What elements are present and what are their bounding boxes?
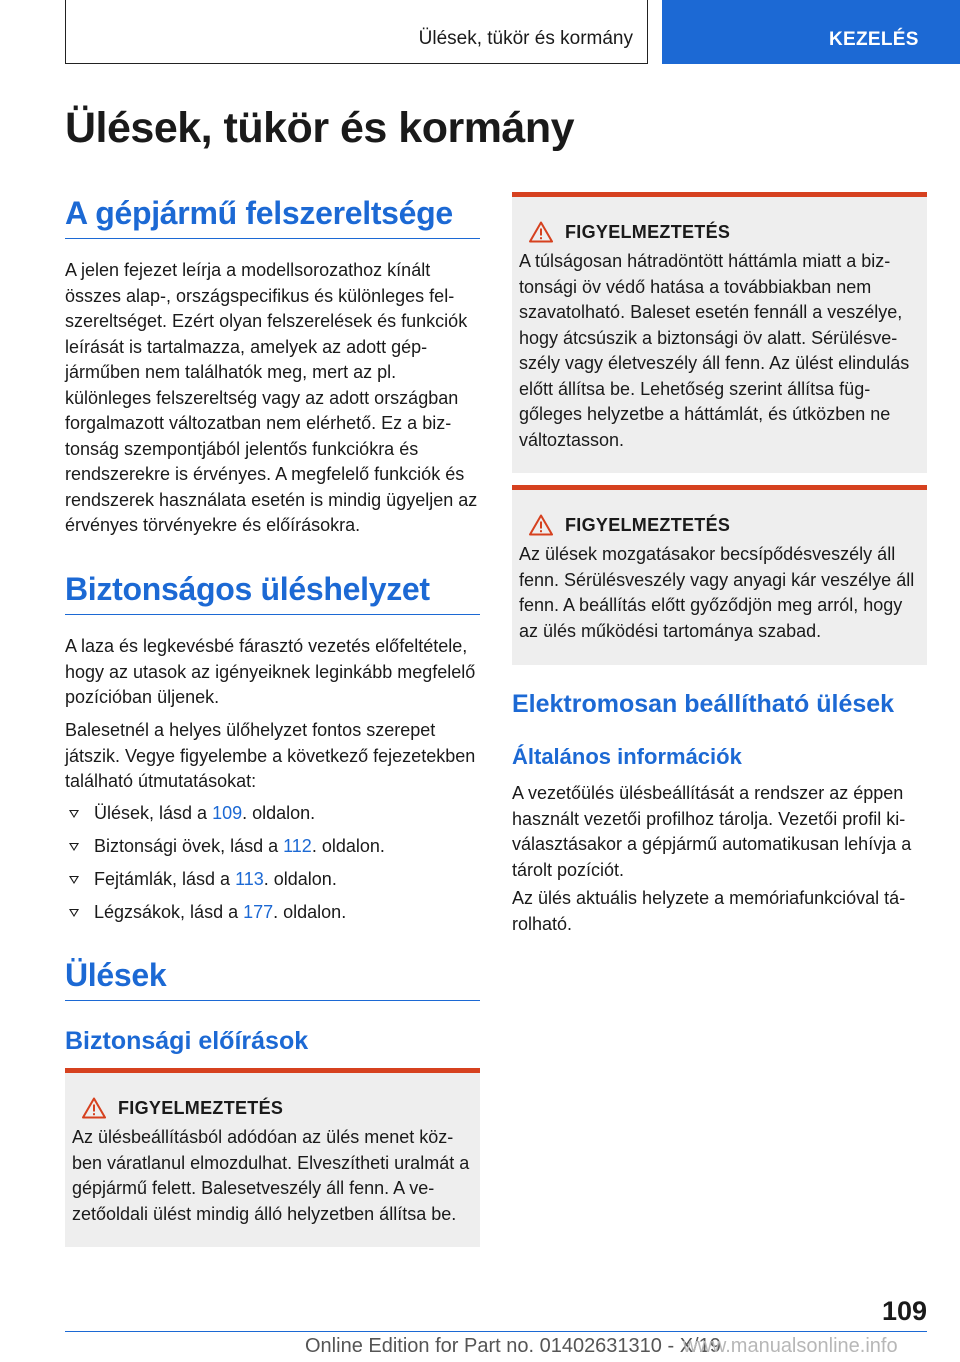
header-section-box (65, 0, 648, 64)
warning-text: A túlságosan hátradöntött háttámla miatt a biztonsági öv védő hatása a továbbiakban nem szavatolható. Baleset esetén fennáll a veszélye, hogy átcsúszik a biztonsági öv alatt. Sérülésveszély vagy életveszély áll fenn. Az ülést elindulás előtt állítsa be. Lehetőség szerint állítsa függőleges helyzetbe a háttámlát, és útközben ne változtasson. (519, 251, 910, 450)
ref-text: Biztonsági övek, lásd a (94, 836, 284, 856)
warning-box-1 (65, 1068, 480, 1247)
warning-text: Az ülésbeállításból adódóan az ülés menet közben váratlanul elmozdulhat. Elveszítheti uralmát a gépjármű felett. Balesetveszély áll fenn. A vezetőoldali ülést mindig álló helyzetben állítsa be. (72, 1127, 470, 1224)
list-item (65, 801, 480, 834)
warning-box-2 (512, 192, 927, 473)
ref-suffix: . oldalon. (242, 803, 316, 823)
bullet-triangle-icon (69, 876, 79, 884)
page-link[interactable]: 177 (243, 902, 274, 922)
warning-header (519, 512, 919, 542)
warning-triangle-icon (529, 221, 553, 243)
ref-text: Ülések, lásd a (94, 803, 213, 823)
ref-text: Légzsákok, lásd a (94, 902, 244, 922)
warning-header (72, 1095, 472, 1125)
list-item (65, 900, 480, 933)
warning-triangle-icon (529, 514, 553, 536)
header-tab-kezeles[interactable] (662, 0, 960, 64)
warning-box-3 (512, 485, 927, 665)
footer-edition: Online Edition for Part no. 01402631310 - X/19 (305, 1335, 721, 1357)
ref-suffix: . oldalon. (273, 902, 347, 922)
section-heading-uleshelyzet: Biztonságos üléshelyzet (65, 571, 480, 615)
paragraph-uleshelyzet-1: A laza és legkevésbé fárasztó vezetés előfeltétele, hogy az utasok az igényeiknek leginkább megfelelő pozícióban üljenek. (65, 636, 476, 707)
bullet-triangle-icon (69, 909, 79, 917)
warning-text: Az ülések mozgatásakor becsípődésveszély áll fenn. Sérülésveszély vagy anyagi kár veszélye áll fenn. A beállítás előtt győződjön meg arról, hogy az ülés működési tartománya szabad. (519, 544, 915, 641)
ref-suffix: . oldalon. (263, 869, 337, 889)
warning-title: FIGYELMEZTETÉS (565, 222, 731, 242)
section-heading-ulesek: Ülések (65, 957, 480, 1001)
list-item (65, 867, 480, 900)
page-number: 109 (881, 1296, 927, 1326)
section-text-felszereltseg: A jelen fejezet leírja a modellsorozathoz kínált összes alap-, országspecifikus és különleges felszereltséget. Ezért olyan felszerelések és funkciók leírását is tartalmazza, amelyek az adott gépjárműben nem találhatók meg, mert az pl. különleges felszereltség vagy az adott országban forgalmazott változatban nem elérhető. Ez a biztonság szempontjából jelentős funkciókra és rendszerekre is érvényes. A megfelelő funkciók és rendszerek használata esetén is mindig ügyeljen az érvényes törvényekre és előírásokra. (65, 260, 478, 535)
paragraph-uleshelyzet-2: Balesetnél a helyes ülőhelyzet fontos szerepet játszik. Vegye figyelembe a következő fejezetekben található útmutatásokat: (65, 720, 476, 791)
page-link[interactable]: 113 (235, 869, 264, 889)
ref-text: Fejtámlák, lásd a (94, 869, 236, 889)
header-section-title: Ülések, tükör és kormány (418, 28, 633, 49)
subheading-altalanos-informaciok: Általános információk (512, 744, 742, 769)
page-link[interactable]: 109 (212, 803, 243, 823)
ref-suffix: . oldalon. (311, 836, 385, 856)
page-title: Ülések, tükör és kormány (65, 104, 575, 152)
warning-header (519, 219, 919, 249)
list-item (65, 834, 480, 867)
section-heading-felszereltseg: A gépjármű felszereltsége (65, 195, 480, 239)
bullet-triangle-icon (69, 810, 79, 818)
warning-title: FIGYELMEZTETÉS (565, 515, 731, 535)
subheading-biztonsagi-eloirasok: Biztonsági előírások (65, 1027, 309, 1055)
paragraph-elektromos-2: Az ülés aktuális helyzete a memóriafunkcióval tárolható. (512, 888, 906, 934)
header-tab-label: KEZELÉS (829, 29, 919, 50)
reference-list (65, 801, 480, 933)
bullet-triangle-icon (69, 843, 79, 851)
page-link[interactable]: 112 (283, 836, 312, 856)
paragraph-elektromos-1: A vezetőülés ülésbeállítását a rendszer az éppen használt vezetői profilhoz tárolja. Vezetői profil kiválasztásakor a gépjármű automatikusan lehívja a tárolt pozíciót. (512, 783, 912, 880)
subheading-elektromos-ulesek: Elektromosan beállítható ülések (512, 690, 895, 718)
warning-triangle-icon (82, 1097, 106, 1119)
warning-title: FIGYELMEZTETÉS (118, 1098, 284, 1118)
footer-watermark: www.manualsonline.info (683, 1335, 898, 1357)
footer-divider (65, 1331, 927, 1332)
